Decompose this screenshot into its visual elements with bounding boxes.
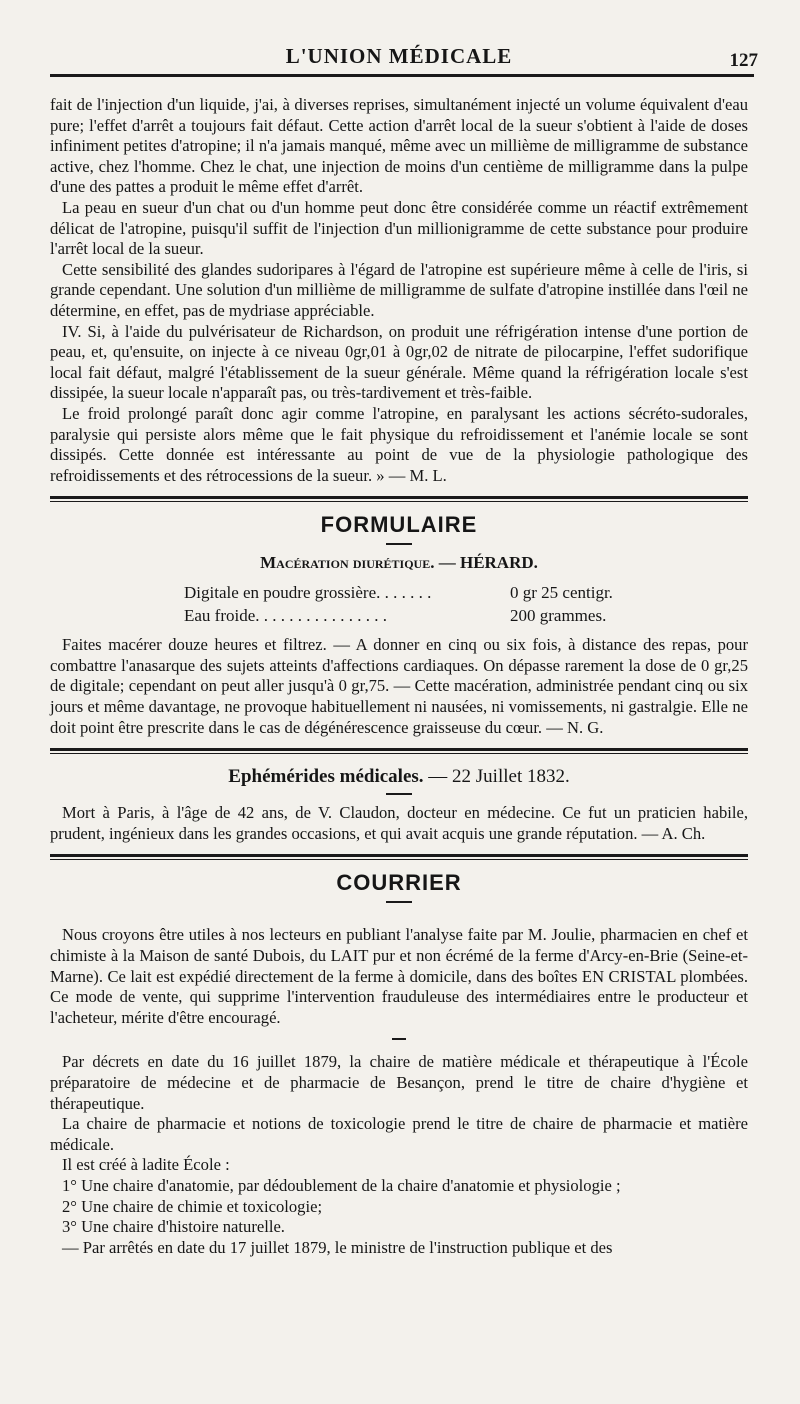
title-underline <box>386 793 412 795</box>
page-header <box>50 0 758 74</box>
recipe-author: — HÉRARD. <box>438 553 538 573</box>
section-divider <box>50 496 748 502</box>
title-underline <box>386 543 412 545</box>
ephemerides-date: — 22 Juillet 1832. <box>428 766 570 788</box>
ingredient-quantity: 200 grammes. <box>510 606 607 626</box>
recipe-name: Macération diurétique. <box>260 553 435 573</box>
chair-list <box>50 1176 748 1238</box>
list-item: 2° Une chaire de chimie et toxicologie; <box>62 1196 323 1216</box>
list-item: 1° Une chaire d'anatomie, par dédoublement de la chaire d'anatomie et physiologie ; <box>62 1175 621 1195</box>
section-divider <box>50 854 748 860</box>
ingredient-table <box>184 581 748 627</box>
intro-article <box>50 95 748 486</box>
header-rule <box>50 74 754 77</box>
list-item: 3° Une chaire d'histoire naturelle. <box>62 1217 285 1237</box>
ingredient-row <box>184 604 748 627</box>
ephemerides-heading: Ephémérides médicales. <box>228 766 424 788</box>
paragraph: fait de l'injection d'un liquide, j'ai, à diverses reprises, simultanément injecté un volume équivalent d'eau pure; l'effet d'arrêt a toujours fait défaut. Cette action d'arrêt local de la sueur s'obtient à l'aide de doses infiniment petites d'atropine; il n'a jamais manqué, même avec un millième de milligramme de substance active, chez l'homme. Chez le chat, une injection de moins d'un centième de milligramme dans la pulpe d'une des pattes a produit le même effet d'arrêt. <box>50 95 748 197</box>
section-title-courrier: COURRIER <box>336 870 462 896</box>
paragraph: La chaire de pharmacie et notions de toxicologie prend le titre de chaire de pharmacie et matière médicale. <box>50 1114 748 1154</box>
title-underline <box>386 901 412 903</box>
section-title-formulaire: FORMULAIRE <box>320 512 478 538</box>
paragraph: Le froid prolongé paraît donc agir comme l'atropine, en paralysant les actions sécréto-sudorales, paralysie qui persiste alors même que le fait physique du refroidissement et l'anémie locale se sont dissipés. Cette donnée est intéressante au point de vue de la physiologie pathologique des refroidissements et des rétrocessions de la sueur. » — M. L. <box>50 403 748 485</box>
paragraph: La peau en sueur d'un chat ou d'un homme peut donc être considérée comme un réactif extrêmement délicat de l'atropine, puisqu'il suffit de l'injection d'un millionigramme de cette substance pour produire l'arrêt local de la sueur. <box>50 197 748 259</box>
recipe-title <box>50 553 748 573</box>
ingredient-row <box>184 581 748 604</box>
paragraph-separator <box>392 1038 406 1040</box>
recipe-instructions: Faites macérer douze heures et filtrez. — A donner en cinq ou six fois, à distance des repas, pour combattre l'anasarque des sujets atteints d'affections cardiaques. On dépasse rarement la dose de 0 gr,25 de digitale; cependant on peut aller jusqu'à 0 gr,75. — Cette macération, administrée pendant cinq ou six jours et même davantage, ne provoque habituellement ni nausées, ni vomissements, ni gastralgie. Elle ne doit point être prescrite dans le cas de dégénérescence graisseuse du cœur. — N. G. <box>50 635 748 737</box>
paragraph: Nous croyons être utiles à nos lecteurs en publiant l'analyse faite par M. Joulie, pharmacien en chef et chimiste à la Maison de santé Dubois, du LAIT pur et non écrémé de la ferme d'Arcy-en-Brie (Seine-et-Marne). Ce lait est expédié directement de la ferme à domicile, dans des boîtes EN CRISTAL plombées. Ce mode de vente, qui supprime l'intervention frauduleuse des intermédiaires entre le producteur et l'acheteur, mérite d'être encouragé. <box>50 925 748 1027</box>
section-divider <box>50 748 748 754</box>
ingredient-name: Digitale en poudre grossière. . . . . . . <box>184 583 432 603</box>
paragraph: Par décrets en date du 16 juillet 1879, la chaire de matière médicale et thérapeutique à l'École préparatoire de médecine et de pharmacie de Besançon, prend le titre de chaire d'hygiène et thérapeutique. <box>50 1052 748 1113</box>
ingredient-quantity: 0 gr 25 centigr. <box>510 583 613 603</box>
paragraph: — Par arrêtés en date du 17 juillet 1879, le ministre de l'instruction publique et des <box>62 1237 613 1257</box>
ephemerides-text: Mort à Paris, à l'âge de 42 ans, de V. Claudon, docteur en médecine. Ce fut un praticien habile, prudent, ingénieux dans les grandes occasions, et qui avait acquis une grande réputation. — A. Ch. <box>50 803 748 843</box>
page-number: 127 <box>729 50 758 71</box>
journal-title: L'UNION MÉDICALE <box>285 44 513 68</box>
paragraph: Cette sensibilité des glandes sudoripares à l'égard de l'atropine est supérieure même à celle de l'iris, si grande cependant. Une solution d'un millième de milligramme de sulfate d'atropine instillée dans l'œil ne détermine, en effet, pas de mydriase appréciable. <box>50 259 748 320</box>
ephemerides-title <box>50 766 748 788</box>
paragraph: Il est créé à ladite École : <box>62 1155 230 1175</box>
paragraph: IV. Si, à l'aide du pulvérisateur de Richardson, on produit une réfrigération intense d'une portion de peau, et, qu'ensuite, on injecte à ce niveau 0gr,01 à 0gr,02 de nitrate de pilocarpine, l'effet sudorifique local fait défaut, malgré l'établissement de la sueur générale. Même quand la réfrigération locale s'est dissipée, la sueur locale n'apparaît pas, ou très-tardivement et très-faible. <box>50 321 748 403</box>
ingredient-name: Eau froide. . . . . . . . . . . . . . . . <box>184 606 388 626</box>
